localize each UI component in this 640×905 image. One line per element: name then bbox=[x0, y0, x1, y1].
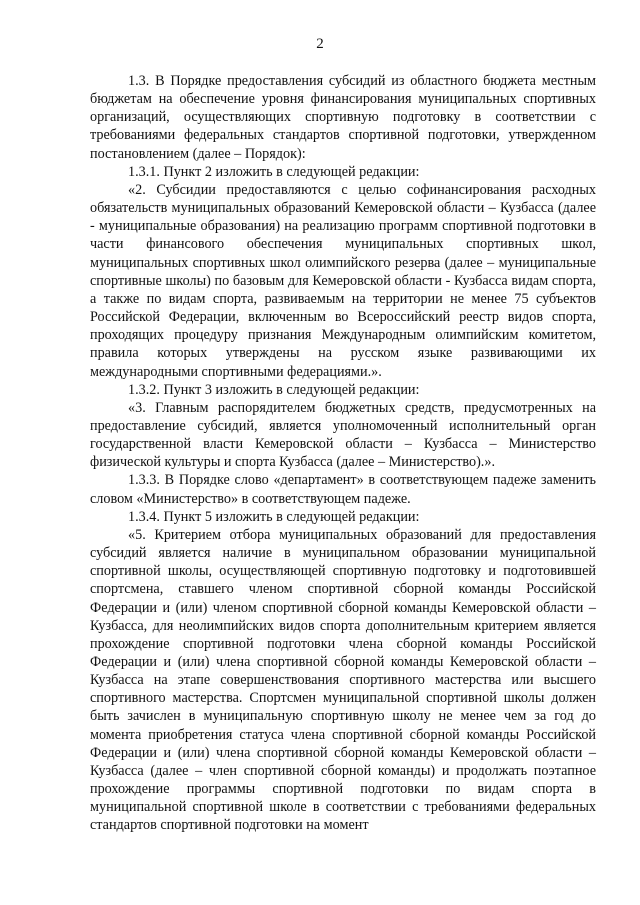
paragraph-clause-2: «2. Субсидии предоставляются с целью софинансирования расходных обязательств муниципальных образований Кемеровской области – Кузбасса (далее - муниципальные образования) на реализацию программ спортивной подготовки в части финансового обеспечения муниципальных спортивных школ, муниципальных спортивных школ олимпийского резерва (далее – муниципальные спортивные школы) по базовым для Кемеровской области - Кузбасса видам спорта, а также по видам спорта, развиваемым на территории не менее 75 субъектов Российской Федерации, включенным во Всероссийский реестр видов спорта, проходящих процедуру признания Международным олимпийским комитетом, правила которых утверждены на русском языке развивающими их международными спортивными федерациями.». bbox=[90, 181, 596, 380]
document-body bbox=[90, 72, 596, 835]
paragraph-clause-3: «3. Главным распорядителем бюджетных средств, предусмотренных на предоставление субсидий, является уполномоченный исполнительный орган государственной власти Кемеровской области – Кузбасса – Министерство физической культуры и спорта Кузбасса (далее – Министерство).». bbox=[90, 399, 596, 471]
paragraph-1-3-3: 1.3.3. В Порядке слово «департамент» в соответствующем падеже заменить словом «Министерство» в соответствующем падеже. bbox=[90, 472, 596, 507]
paragraph-1-3-2: 1.3.2. Пункт 3 изложить в следующей редакции: bbox=[128, 381, 420, 398]
paragraph-1-3-1: 1.3.1. Пункт 2 изложить в следующей редакции: bbox=[128, 163, 420, 180]
paragraph-1-3: 1.3. В Порядке предоставления субсидий из областного бюджета местным бюджетам на обеспечение уровня финансирования муниципальных спортивных организаций, осуществляющих спортивную подготовку в соответствии с требованиями федеральных стандартов спортивной подготовки, утвержденном постановлением (далее – Порядок): bbox=[90, 73, 596, 162]
paragraph-clause-5: «5. Критерием отбора муниципальных образований для предоставления субсидий является наличие в муниципальном образовании муниципальной спортивной школы, осуществляющей спортивную подготовку и подготовившей спортсмена, ставшего членом спортивной сборной команды Российской Федерации и (или) членом спортивной сборной команды Кемеровской области – Кузбасса, для неолимпийских видов спорта дополнительным критерием является прохождение спортивной подготовки члена сборной команды Российской Федерации и (или) члена спортивной сборной команды Кемеровской области – Кузбасса на этапе совершенствования спортивного мастерства или высшего спортивного мастерства. Спортсмен муниципальной спортивной школы должен быть зачислен в муниципальную спортивную школу не менее чем за год до момента приобретения статуса члена спортивной сборной команды Российской Федерации и (или) члена спортивной сборной команды Кемеровской области – Кузбасса (далее – член спортивной сборной команды) и продолжать поэтапное прохождение программы спортивной подготовки по видам спорта в муниципальной спортивной школе в соответствии с требованиями федеральных стандартов спортивной подготовки на момент bbox=[90, 526, 596, 834]
paragraph-1-3-4: 1.3.4. Пункт 5 изложить в следующей редакции: bbox=[128, 508, 420, 525]
page-number: 2 bbox=[316, 36, 324, 52]
